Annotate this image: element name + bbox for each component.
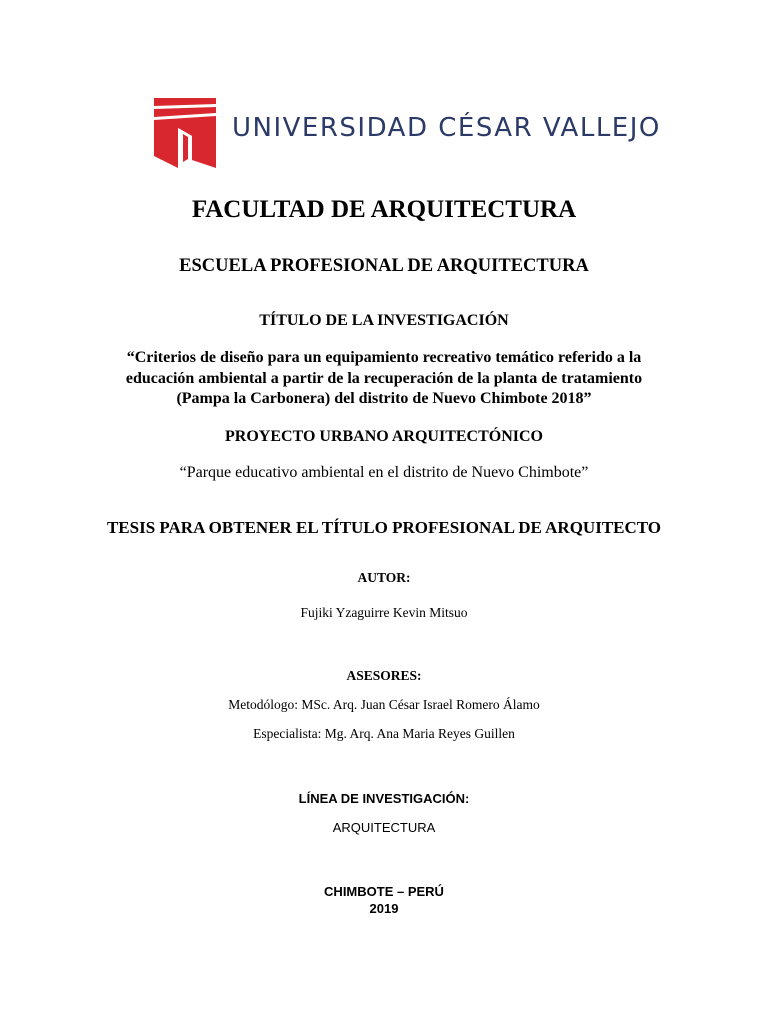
thesis-statement: TESIS PARA OBTENER EL TÍTULO PROFESIONAL DE ARQUITECTO xyxy=(106,518,662,537)
faculty-title: FACULTAD DE ARQUITECTURA xyxy=(191,196,577,223)
author-label: AUTOR: xyxy=(357,570,411,585)
project-title: “Parque educativo ambiental en el distrito de Nuevo Chimbote” xyxy=(179,464,589,481)
research-title-label: TÍTULO DE LA INVESTIGACIÓN xyxy=(259,312,509,329)
advisor-specialist: Especialista: Mg. Arq. Ana Maria Reyes Guillen xyxy=(253,726,515,741)
research-title xyxy=(0,348,768,410)
ucv-shield-icon xyxy=(152,96,218,168)
research-line: ARQUITECTURA xyxy=(332,820,436,835)
research-title-line: (Pampa la Carbonera) del distrito de Nuevo Chimbote 2018” xyxy=(176,390,592,407)
year: 2019 xyxy=(369,901,399,916)
research-line-label: LÍNEA DE INVESTIGACIÓN: xyxy=(298,791,470,806)
project-label: PROYECTO URBANO ARQUITECTÓNICO xyxy=(225,428,543,445)
city: CHIMBOTE – PERÚ xyxy=(324,884,444,899)
author-name: Fujiki Yzaguirre Kevin Mitsuo xyxy=(300,605,468,620)
research-title-line: educación ambiental a partir de la recuperación de la planta de tratamiento xyxy=(125,369,643,387)
research-title-line: “Criterios de diseño para un equipamiento recreativo temático referido a la xyxy=(126,349,642,366)
university-name: UNIVERSIDAD CÉSAR VALLEJO xyxy=(232,113,661,143)
advisor-methodologist: Metodólogo: MSc. Arq. Juan César Israel Romero Álamo xyxy=(228,697,540,712)
advisors-label: ASESORES: xyxy=(346,668,422,683)
school-title: ESCUELA PROFESIONAL DE ARQUITECTURA xyxy=(179,256,589,276)
university-logo xyxy=(152,96,661,168)
